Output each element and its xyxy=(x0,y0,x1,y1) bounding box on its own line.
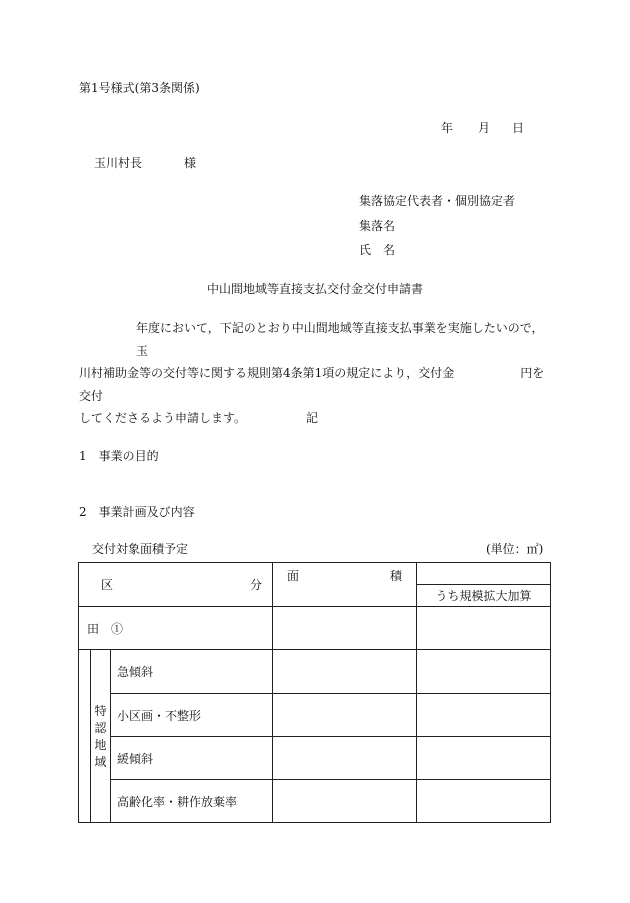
village-name-label: 集落名 xyxy=(359,219,396,233)
row-label-gentle-slope: 緩傾斜 xyxy=(111,737,273,780)
special-area-char-2: 認 xyxy=(94,721,107,735)
document-title: 中山間地域等直接支払交付金交付申請書 xyxy=(206,282,423,296)
body-line-1: 年度において，下記のとおり中山間地域等直接支払事業を実施したいので，玉 xyxy=(136,321,544,358)
section-2-heading: 2 事業計画及び内容 xyxy=(79,505,195,519)
indent-cell xyxy=(79,650,91,823)
date-month-label: 月 xyxy=(478,121,491,135)
applicant-name-label: 氏 名 xyxy=(359,243,396,257)
area-table xyxy=(78,562,551,823)
header-area-char-1: 面 xyxy=(287,569,300,583)
body-line-2-text: 川村補助金等の交付等に関する規則第4条第1項の規定により，交付金 xyxy=(79,366,455,380)
field-row-label: 田 ① xyxy=(79,607,273,650)
row-label-steep: 急傾斜 xyxy=(111,650,273,694)
expansion-value-cell xyxy=(417,694,551,737)
header-category-char-2: 分 xyxy=(249,578,262,592)
header-area-char-2: 積 xyxy=(389,569,402,583)
table-caption: 交付対象面積予定 xyxy=(92,542,189,556)
section-1-heading: 1 事業の目的 xyxy=(79,449,159,463)
expansion-value-cell xyxy=(417,737,551,780)
header-category-char-1: 区 xyxy=(101,578,114,592)
addressee: 玉川村長 xyxy=(94,156,143,170)
special-area-char-1: 特 xyxy=(94,704,107,718)
date-year-label: 年 xyxy=(441,121,454,135)
expansion-value-cell xyxy=(417,650,551,694)
table-row xyxy=(79,780,551,823)
date-day-label: 日 xyxy=(512,121,525,135)
row-label-small-irregular: 小区画・不整形 xyxy=(111,694,273,737)
body-line-2-amount-text: 円を交付 xyxy=(79,366,545,403)
special-area-char-4: 域 xyxy=(94,755,107,769)
area-value-cell xyxy=(273,737,417,780)
body-line-2 xyxy=(79,362,549,407)
applicant-role-label: 集落協定代表者・個別協定者 xyxy=(359,194,516,208)
table-row xyxy=(79,694,551,737)
area-value-cell xyxy=(273,780,417,823)
header-blank-cell xyxy=(417,563,551,585)
table-header-row xyxy=(79,563,551,585)
expansion-value-cell xyxy=(417,780,551,823)
special-area-cell xyxy=(91,650,111,823)
ki-heading: 記 xyxy=(306,411,319,425)
header-scale-expansion-cell: うち規模拡大加算 xyxy=(417,585,551,607)
area-value-cell xyxy=(273,650,417,694)
area-value-cell xyxy=(273,607,417,650)
header-category-cell xyxy=(79,563,273,607)
body-line-3: してくださるよう申請します。 xyxy=(79,411,247,425)
form-number: 第1号様式(第3条関係) xyxy=(79,81,200,95)
table-row xyxy=(79,650,551,694)
area-value-cell xyxy=(273,694,417,737)
table-row xyxy=(79,607,551,650)
honorific: 様 xyxy=(184,156,197,170)
expansion-value-cell xyxy=(417,607,551,650)
special-area-char-3: 地 xyxy=(94,738,107,752)
unit-label: (単位：㎡) xyxy=(486,542,544,556)
header-area-cell xyxy=(273,563,417,607)
row-label-aging-abandonment: 高齢化率・耕作放棄率 xyxy=(111,780,273,823)
table-row xyxy=(79,737,551,780)
